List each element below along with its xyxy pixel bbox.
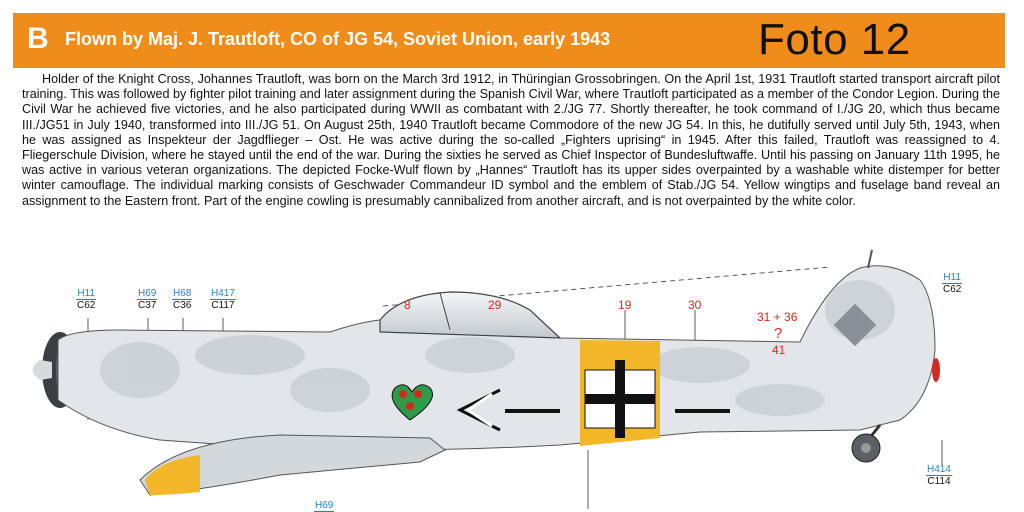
paint-ref-h: H11 [77,288,95,299]
decal-30: 30 [688,298,702,312]
paint-ref-h: H417 [211,288,235,299]
tail-wheel [852,425,880,462]
paint-ref-c: C117 [211,300,235,311]
description-text [22,72,1000,209]
paint-ref-c: C62 [77,300,96,311]
paint-ref-c: C37 [138,300,157,311]
paint-ref-h: H69 [138,288,157,299]
paint-ref-h: H68 [173,288,192,299]
paint-ref-c: C114 [927,476,951,487]
title-bar [13,13,1005,68]
foto-label: Foto 12 [758,15,911,64]
profile-title: Flown by Maj. J. Trautloft, CO of JG 54, Soviet Union, early 1943 [65,29,611,49]
aircraft-profile [0,240,1024,509]
fuselage-cross [585,360,655,438]
tail-light [932,358,940,382]
decal-29: 29 [488,298,502,312]
paint-ref-c: C36 [173,300,192,311]
paint-ref-h: H69 [315,500,334,511]
decal-31-36: 31 + 36 [757,310,798,324]
paint-ref-h: H414 [927,464,951,475]
description-paragraph: Holder of the Knight Cross, Johannes Trautloft, was born on the March 3rd 1912, in Thüringian Grossobringen. On the April 1st, 1931 Trautloft started transport aircraft pilot training. This was followed by fighter pilot training and later assignment during the Spanish Civil War, where Trautloft participated as a member of the Condor Legion. During the Civil War he achieved five victories, and he also participated during WWII as combatant with 2./JG 77. Shortly thereafter, he took command of I./JG 20, which thus became III./JG51 in July 1940, transformed into III./JG 51. On August 25th, 1940 Trautloft became Commodore of the new JG 54. In this, he dutifully served until July 5th, 1943, when he was assigned as Inspekteur der Jagdflieger – Ost. He was active during the so-called „Fighters uprising“ in 1945. After this failed, Trautloft was reassigned to 4. Fliegerschule Division, where he stayed until the end of the war. During the sixties he served as Chief Inspector of Bundesluftwaffe. Until his passing on January 11th 1995, he was active in various veteran organizations. The depicted Focke-Wulf flown by „Hannes“ Trautloft has its upper sides overpainted by a washable white distemper for better winter camouflage. The individual marking consists of Geschwader Commandeur ID symbol and the emblem of Stab./JG 54. Yellow wingtips and fuselage band reveal an assignment to the Eastern front. Part of the engine cowling is presumably cannibalized from another aircraft, and is not overpainted by the white color. [22,72,1000,208]
decal-8: 8 [404,298,411,312]
paint-ref-h: H11 [943,272,961,283]
paint-ref-c: C62 [943,284,962,295]
decal-19: 19 [618,298,632,312]
decal-41: 41 [772,343,786,357]
profile-letter: B [27,22,49,55]
antenna-mast [868,250,872,268]
decal-question: ? [774,325,783,342]
